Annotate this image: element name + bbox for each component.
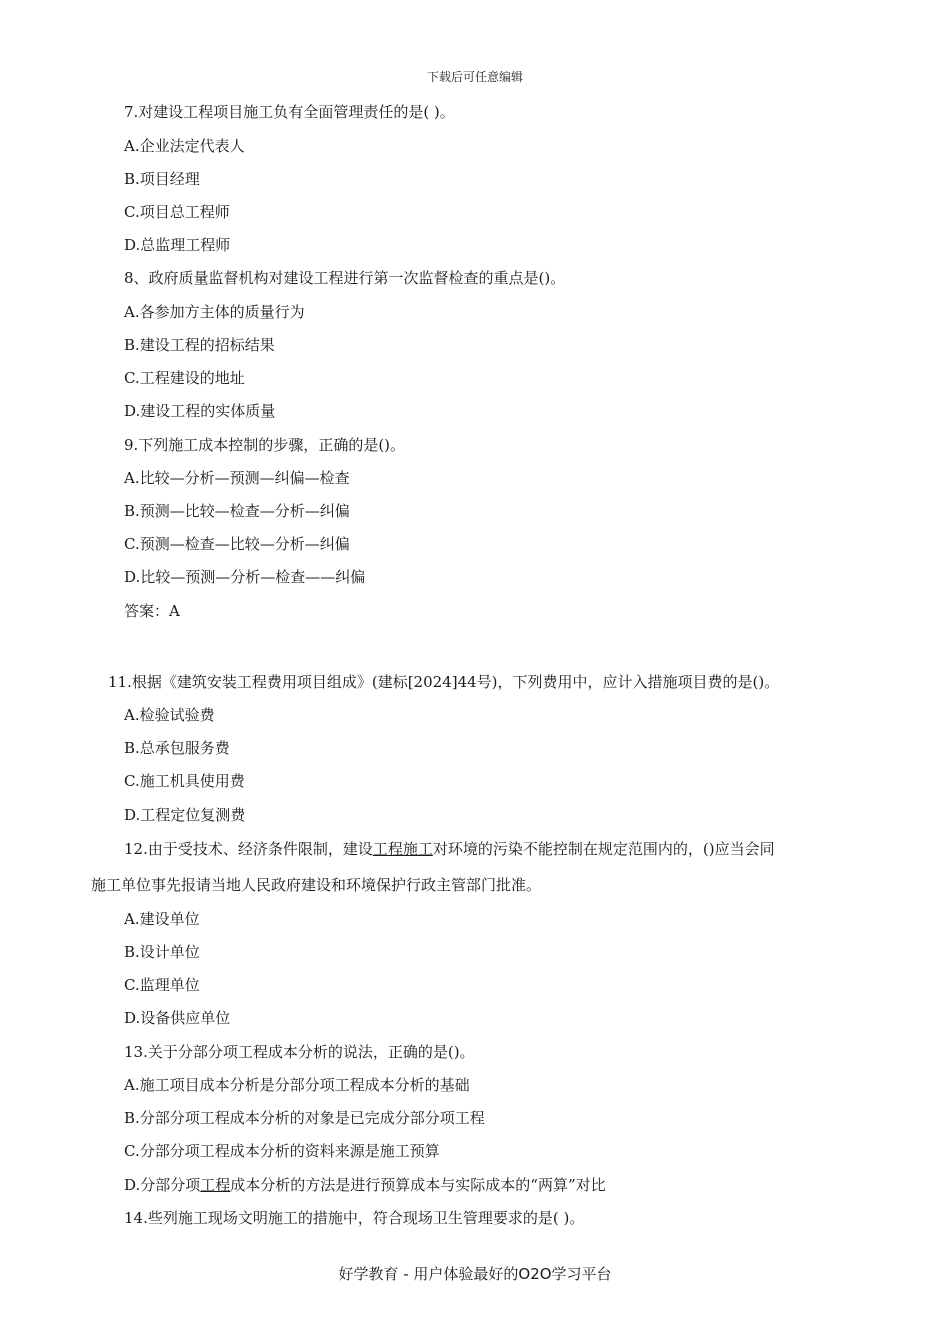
question-8-option-a: A.各参加方主体的质量行为 bbox=[124, 303, 305, 321]
question-12-keyword-link[interactable]: 工程施工 bbox=[372, 840, 433, 858]
question-11-option-b: B.总承包服务费 bbox=[124, 739, 230, 757]
question-13-option-b: B.分部分项工程成本分析的对象是已完成分部分项工程 bbox=[124, 1109, 485, 1127]
question-9-stem: 9.下列施工成本控制的步骤，正确的是()。 bbox=[124, 436, 406, 454]
question-13-option-c: C.分部分项工程成本分析的资料来源是施工预算 bbox=[124, 1142, 440, 1160]
question-9-answer: 答案：A bbox=[124, 602, 180, 620]
question-13-option-d bbox=[124, 1175, 606, 1195]
question-14-stem: 14.些列施工现场文明施工的措施中，符合现场卫生管理要求的是( )。 bbox=[124, 1209, 585, 1227]
question-7-option-d: D.总监理工程师 bbox=[124, 236, 231, 254]
question-8-option-c: C.工程建设的地址 bbox=[124, 369, 245, 387]
question-12-option-d: D.设备供应单位 bbox=[124, 1009, 231, 1027]
question-13-stem: 13.关于分部分项工程成本分析的说法，正确的是()。 bbox=[124, 1043, 475, 1061]
question-7-option-c: C.项目总工程师 bbox=[124, 203, 230, 221]
question-8-option-d: D.建设工程的实体质量 bbox=[124, 402, 276, 420]
question-7-option-b: B.项目经理 bbox=[124, 170, 200, 188]
question-12-stem-part1: 12.由于受技术、经济条件限制，建设 bbox=[124, 840, 373, 858]
question-12-stem bbox=[124, 839, 775, 859]
question-9-option-b: B.预测—比较—检查—分析—纠偏 bbox=[124, 502, 350, 520]
question-12-option-b: B.设计单位 bbox=[124, 943, 200, 961]
page-header: 下载后可任意编辑 bbox=[426, 70, 523, 84]
question-11-option-d: D.工程定位复测费 bbox=[124, 806, 246, 824]
question-13-option-d-part1: D.分部分项 bbox=[124, 1176, 201, 1194]
question-9-option-d: D.比较—预测—分析—检查——纠偏 bbox=[124, 568, 366, 586]
question-13-option-a: A.施工项目成本分析是分部分项工程成本分析的基础 bbox=[124, 1076, 470, 1094]
question-9-option-c: C.预测—检查—比较—分析—纠偏 bbox=[124, 535, 350, 553]
question-11-stem: 11.根据《建筑安装工程费用项目组成》(建标[2024]44号)，下列费用中，应计入措施项目费的是()。 bbox=[108, 673, 780, 691]
question-12-option-c: C.监理单位 bbox=[124, 976, 200, 994]
question-11-option-c: C.施工机具使用费 bbox=[124, 772, 245, 790]
question-12-stem-line2: 施工单位事先报请当地人民政府建设和环境保护行政主管部门批准。 bbox=[91, 876, 542, 894]
question-7-stem: 7.对建设工程项目施工负有全面管理责任的是( )。 bbox=[124, 103, 455, 121]
question-7-option-a: A.企业法定代表人 bbox=[124, 137, 245, 155]
question-13-keyword-link[interactable]: 工程 bbox=[200, 1176, 231, 1194]
question-9-option-a: A.比较—分析—预测—纠偏—检查 bbox=[124, 469, 350, 487]
question-11-option-a: A.检验试验费 bbox=[124, 706, 215, 724]
question-13-option-d-part2: 成本分析的方法是进行预算成本与实际成本的“两算”对比 bbox=[230, 1176, 606, 1194]
page-footer: 好学教育 - 用户体验最好的O2O学习平台 bbox=[338, 1265, 612, 1283]
question-12-option-a: A.建设单位 bbox=[124, 910, 200, 928]
question-8-stem: 8、政府质量监督机构对建设工程进行第一次监督检查的重点是()。 bbox=[124, 269, 566, 287]
question-8-option-b: B.建设工程的招标结果 bbox=[124, 336, 275, 354]
question-12-stem-part2: 对环境的污染不能控制在规定范围内的，()应当会同 bbox=[432, 840, 775, 858]
